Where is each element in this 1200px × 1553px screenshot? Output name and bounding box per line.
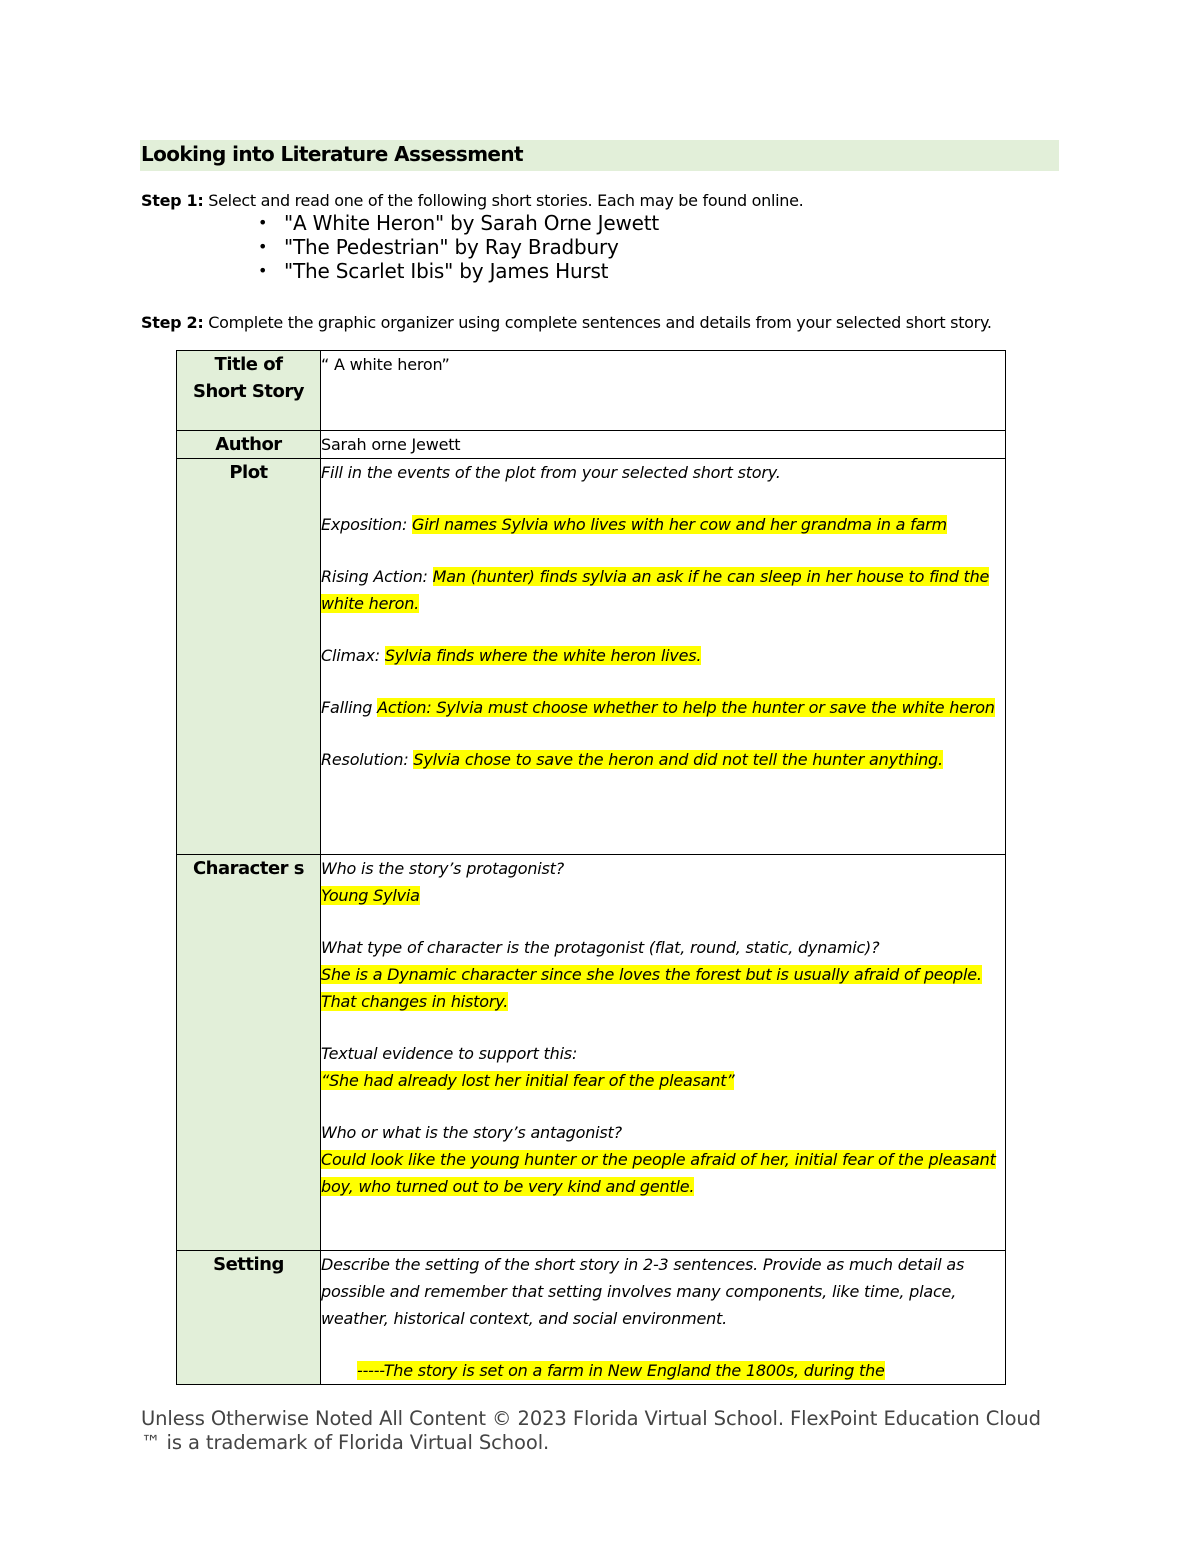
falling-action-label: Falling (321, 698, 378, 717)
step-1-instruction (141, 191, 803, 210)
resolution-label: Resolution: (321, 750, 414, 769)
story-option: "The Scarlet Ibis" by James Hurst (284, 259, 609, 283)
characters-label: Character s (177, 855, 321, 1251)
setting-prompt: Describe the setting of the short story in 2-3 sentences. Provide as much detail as possible and remember that setting involves many components, like time, place, weather, historical context, and social environment. (321, 1255, 965, 1328)
bullet-icon: • (258, 261, 268, 280)
antagonist-question: Who or what is the story’s antagonist? (321, 1123, 622, 1142)
character-type-answer: She is a Dynamic character since she loves the forest but is usually afraid of people. That changes in history. (321, 965, 982, 1011)
table-row (177, 431, 1006, 459)
list-item (258, 259, 659, 283)
plot-prompt: Fill in the events of the plot from your selected short story. (321, 463, 781, 482)
rising-action-answer: Man (hunter) finds sylvia an ask if he can sleep in her house to find the white heron. (321, 567, 990, 613)
evidence-question: Textual evidence to support this: (321, 1044, 578, 1063)
author-label: Author (177, 431, 321, 459)
table-row (177, 351, 1006, 431)
resolution-entry (321, 746, 1005, 773)
antagonist-answer: Could look like the young hunter or the people afraid of her, initial fear of the pleasant boy, who turned out to be very kind and gentle. (321, 1150, 996, 1196)
table-row (177, 855, 1006, 1251)
title-label: Title of Short Story (177, 351, 321, 431)
story-option: "The Pedestrian" by Ray Bradbury (284, 235, 619, 259)
title-text: “ A white heron” (321, 355, 450, 374)
rising-action-label: Rising Action: (321, 567, 433, 586)
graphic-organizer-table (176, 350, 1006, 1385)
falling-action-answer: Action: Sylvia must choose whether to help the hunter or save the white heron (377, 698, 995, 717)
evidence-answer: “She had already lost her initial fear of the pleasant” (321, 1071, 735, 1090)
exposition-answer: Girl names Sylvia who lives with her cow and her grandma in a farm (412, 515, 947, 534)
character-type-question: What type of character is the protagonist (flat, round, static, dynamic)? (321, 938, 880, 957)
step-2-text: Complete the graphic organizer using complete sentences and details from your selected short story. (203, 313, 992, 332)
falling-action-entry (321, 694, 1005, 721)
author-text: Sarah orne Jewett (321, 435, 461, 454)
table-row (177, 459, 1006, 855)
climax-label: Climax: (321, 646, 385, 665)
plot-label: Plot (177, 459, 321, 855)
author-value (321, 431, 1006, 459)
setting-label: Setting (177, 1251, 321, 1385)
resolution-answer: Sylvia chose to save the heron and did not tell the hunter anything. (413, 750, 943, 769)
protagonist-answer: Young Sylvia (321, 886, 420, 905)
climax-answer: Sylvia finds where the white heron lives. (384, 646, 702, 665)
exposition-label: Exposition: (321, 515, 413, 534)
protagonist-question: Who is the story’s protagonist? (321, 859, 565, 878)
characters-content (321, 855, 1006, 1251)
plot-content (321, 459, 1006, 855)
step-1-text: Select and read one of the following short stories. Each may be found online. (203, 191, 804, 210)
copyright-footer: Unless Otherwise Noted All Content © 2023 Florida Virtual School. FlexPoint Education Cloud ™ is a trademark of Florida Virtual School. (141, 1407, 1041, 1454)
bullet-icon: • (258, 213, 268, 232)
setting-content (321, 1251, 1006, 1385)
exposition-entry (321, 511, 1005, 538)
step-2-label: Step 2: (141, 313, 204, 332)
page-title: Looking into Literature Assessment (141, 142, 523, 166)
step-2-instruction (141, 313, 992, 332)
step-1-label: Step 1: (141, 191, 204, 210)
story-list (258, 211, 659, 283)
bullet-icon: • (258, 237, 268, 256)
list-item (258, 211, 659, 235)
setting-answer: -----The story is set on a farm in New England the 1800s, during the (357, 1361, 885, 1380)
table-row (177, 1251, 1006, 1385)
climax-entry (321, 642, 1005, 669)
list-item (258, 235, 659, 259)
rising-action-entry (321, 563, 1005, 617)
story-option: "A White Heron" by Sarah Orne Jewett (284, 211, 659, 235)
title-value (321, 351, 1006, 431)
